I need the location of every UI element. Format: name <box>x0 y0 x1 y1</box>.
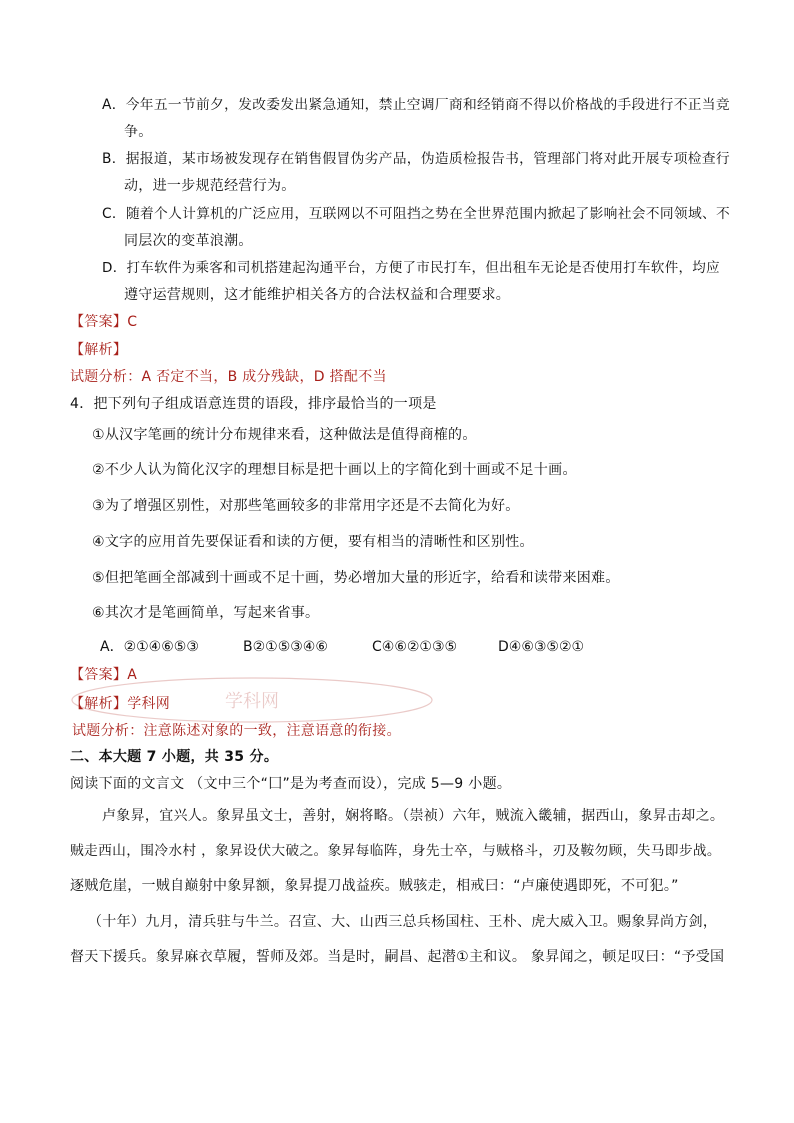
q4-analysis: 试题分析：注意陈述对象的一致，注意语意的衔接。 <box>72 723 401 739</box>
q4-sentence-4: ④文字的应用首先要保证看和读的方便，要有相当的清晰性和区别性。 <box>92 534 534 550</box>
q4-option-b: B②①⑤③④⑥ <box>243 639 328 655</box>
section-heading: 二、本大题 7 小题，共 35 分。 <box>70 749 279 765</box>
q3-option-b-line2: 动，进一步规范经营行为。 <box>124 178 296 194</box>
q4-sentence-2: ②不少人认为简化汉字的理想目标是把十画以上的字简化到十画或不足十画。 <box>92 462 577 478</box>
watermark-text: 学科网 <box>225 691 279 712</box>
passage-para2-line2: 督天下援兵。象昇麻衣草履，誓师及郊。当是时，嗣昌、起潜①主和议。 象昇闻之，顿足叹曰：“予受国 <box>70 949 725 965</box>
passage-para1-line3: 逐贼危崖，一贼自巅射中象昇额，象昇提刀战益疾。贼骇走，相戒曰：“卢廉使遇即死，不可犯。” <box>70 878 679 894</box>
q3-option-d-line2: 遵守运营规则，这才能维护相关各方的合法权益和合理要求。 <box>124 287 511 303</box>
q4-sentence-1: ①从汉字笔画的统计分布规律来看，这种做法是值得商榷的。 <box>92 427 477 443</box>
q4-stem: 4．把下列句子组成语意连贯的语段，排序最恰当的一项是 <box>70 396 437 412</box>
q3-option-b-line1: B．据报道，某市场被发现存在销售假冒伪劣产品，伪造质检报告书，管理部门将对此开展专项检查行 <box>102 151 730 167</box>
q3-option-a-line1: A．今年五一节前夕，发改委发出紧急通知，禁止空调厂商和经销商不得以价格战的手段进行不正当竞 <box>102 97 730 113</box>
q4-sentence-3: ③为了增强区别性，对那些笔画较多的非常用字还是不去简化为好。 <box>92 498 520 514</box>
q4-sentence-6: ⑥其次才是笔画简单，写起来省事。 <box>92 605 320 621</box>
q4-option-d: D④⑥③⑤②① <box>498 639 585 655</box>
q3-option-c-line1: C．随着个人计算机的广泛应用，互联网以不可阻挡之势在全世界范围内掀起了影响社会不同领域、不 <box>102 206 731 222</box>
passage-para1-line2: 贼走西山，围冷水村 ，象昇设伏大破之。象昇每临阵，身先士卒，与贼格斗，刃及鞍勿顾，失马即步战。 <box>70 843 721 859</box>
q4-sentence-5: ⑤但把笔画全部减到十画或不足十画，势必增加大量的形近字，给看和读带来困难。 <box>92 570 620 586</box>
q4-option-a: A．②①④⑥⑤③ <box>100 639 199 655</box>
q4-analysis-label: 【解析】学科网 <box>70 696 171 712</box>
section-intro: 阅读下面的文言文 （文中三个“囗”是为考查而设），完成 5—9 小题。 <box>70 776 512 792</box>
q3-answer: 【答案】C <box>70 314 138 330</box>
q3-analysis: 试题分析：A 否定不当，B 成分残缺，D 搭配不当 <box>70 369 387 385</box>
q4-option-c: C④⑥②①③⑤ <box>372 639 458 655</box>
q3-option-d-line1: D．打车软件为乘客和司机搭建起沟通平台，方便了市民打车，但出租车无论是否使用打车软件，均应 <box>102 260 720 276</box>
passage-para1-line1: 卢象昇，宜兴人。象昇虽文士，善射，娴将略。（崇祯）六年，贼流入畿辅，据西山，象昇击却之。 <box>102 808 725 824</box>
q3-analysis-label: 【解析】 <box>70 342 128 358</box>
passage-para2-line1: （十年）九月，清兵驻与牛兰。召宣、大、山西三总兵杨国柱、王朴、虎大威入卫。赐象昇尚方剑， <box>88 914 718 930</box>
q4-answer: 【答案】A <box>70 667 138 683</box>
q3-option-c-line2: 同层次的变革浪潮。 <box>124 233 253 249</box>
q3-option-a-line2: 争。 <box>124 124 153 140</box>
